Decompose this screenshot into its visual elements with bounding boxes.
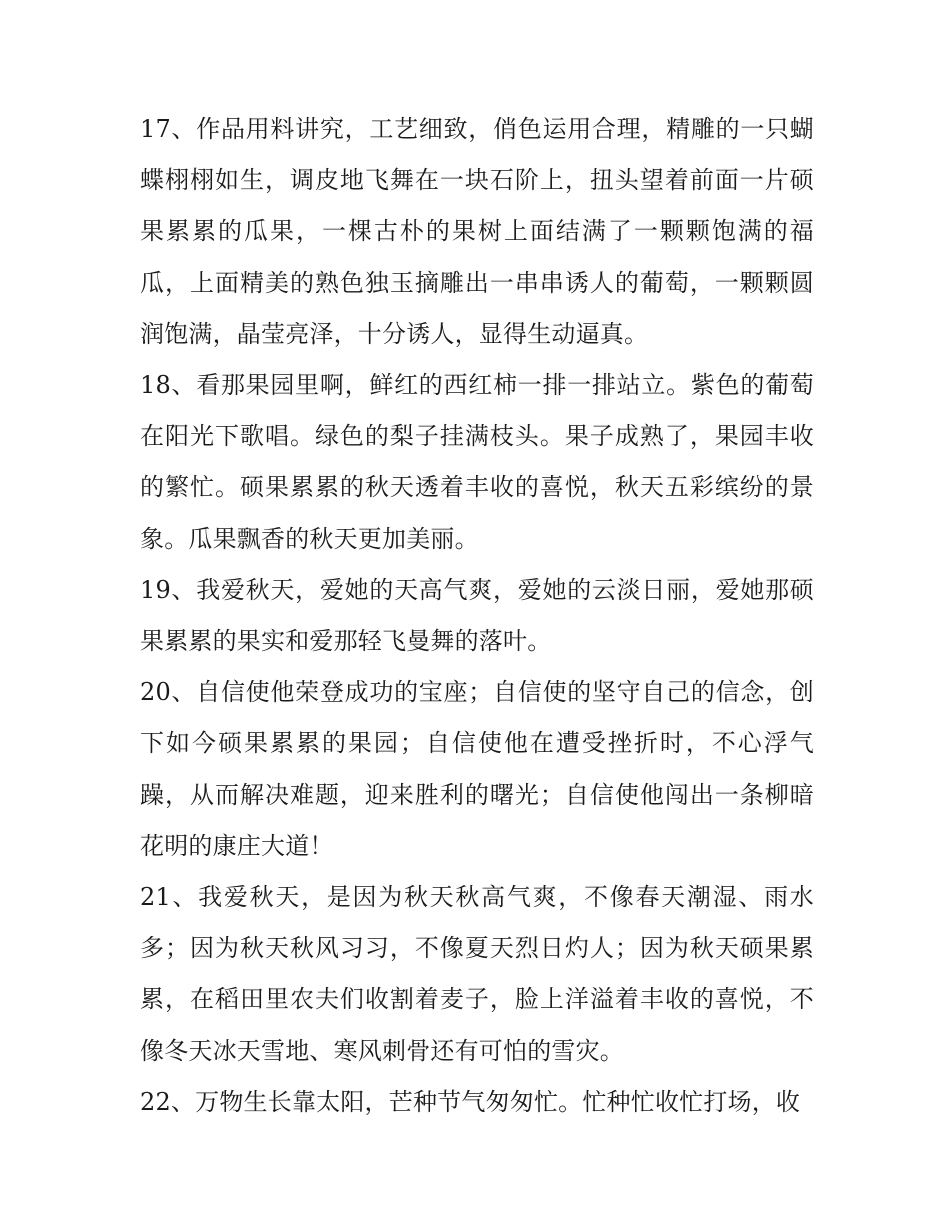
paragraph-21: 21、我爱秋天，是因为秋天秋高气爽，不像春天潮湿、雨水多；因为秋天秋风习习，不像夏天烈日灼人；因为秋天硕果累累，在稻田里农夫们收割着麦子，脸上洋溢着丰收的喜悦，不像冬天冰天雪地、寒风刺骨还有可怕的雪灾。 (140, 883, 814, 1065)
document-body (140, 104, 814, 1128)
paragraph-18: 18、看那果园里啊，鲜红的西红柿一排一排站立。紫色的葡萄在阳光下歌唱。绿色的梨子挂满枝头。果子成熟了，果园丰收的繁忙。硕果累累的秋天透着丰收的喜悦，秋天五彩缤纷的景象。瓜果飘香的秋天更加美丽。 (140, 371, 814, 553)
paragraph-22: 22、万物生长靠太阳，芒种节气匆匆忙。忙种忙收忙打场，收 (140, 1087, 801, 1116)
paragraph-19: 19、我爱秋天，爱她的天高气爽，爱她的云淡日丽，爱她那硕果累累的果实和爱那轻飞曼舞的落叶。 (140, 575, 814, 656)
paragraph-17: 17、作品用料讲究，工艺细致，俏色运用合理，精雕的一只蝴蝶栩栩如生，调皮地飞舞在一块石阶上，扭头望着前面一片硕果累累的瓜果，一棵古朴的果树上面结满了一颗颗饱满的福瓜，上面精美的熟色独玉摘雕出一串串诱人的葡萄，一颗颗圆润饱满，晶莹亮泽，十分诱人，显得生动逼真。 (140, 115, 814, 348)
paragraph-20: 20、自信使他荣登成功的宝座；自信使的坚守自己的信念，创下如今硕果累累的果园；自信使他在遭受挫折时，不心浮气躁，从而解决难题，迎来胜利的曙光；自信使他闯出一条柳暗花明的康庄大道！ (140, 678, 814, 860)
